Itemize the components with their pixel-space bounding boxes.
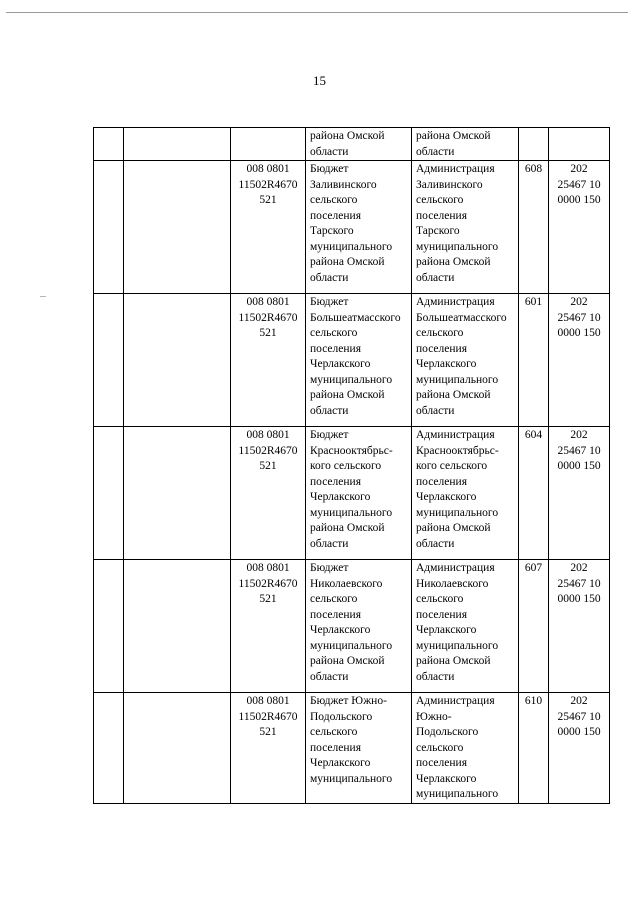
admin-text: Администрация Николаевского сельского поселения Черлакского муниципального района Омской области [416,562,499,683]
table-cell-admin [412,560,519,693]
table-cell-admin [412,294,519,427]
code-text: 008 0801 11502R4670 521 [238,429,298,472]
table-cell-admin [412,128,519,161]
table-cell-kbk [549,128,610,161]
admin-code-text: 604 [524,429,543,441]
table-cell-code [231,128,306,161]
table-row [94,294,610,427]
table-cell-admin-code [519,560,549,693]
table-cell-empty-a [94,128,124,161]
table-cell-code [231,427,306,560]
table-row [94,427,610,560]
table-cell-budget [306,294,412,427]
table-cell-kbk [549,427,610,560]
table-cell-kbk [549,693,610,804]
table-row [94,161,610,294]
code-text: 008 0801 11502R4670 521 [238,163,298,206]
allocation-table [93,127,610,804]
table-row [94,693,610,804]
kbk-text: 202 25467 10 0000 150 [557,296,601,339]
table-cell-empty-a [94,161,124,294]
top-scan-rule [6,12,628,13]
table-cell-admin [412,427,519,560]
admin-text: Администрация Краснооктябрьс- кого сельского поселения Черлакского муниципального района Омской области [416,429,499,550]
table-cell-empty-a [94,294,124,427]
table-cell-admin-code [519,128,549,161]
admin-text: района Омской области [416,130,491,158]
table-cell-budget [306,560,412,693]
budget-text: района Омской области [310,130,385,158]
admin-text: Администрация Большеатмасского сельского поселения Черлакского муниципального района Омской области [416,296,507,417]
kbk-text: 202 25467 10 0000 150 [557,695,601,738]
table-cell-empty-b [124,294,231,427]
admin-text: Администрация Южно- Подольского сельского поселения Черлакского муниципального [416,695,499,800]
table-cell-empty-a [94,560,124,693]
table-cell-empty-b [124,161,231,294]
table-cell-admin-code [519,693,549,804]
table-cell-budget [306,128,412,161]
table-cell-budget [306,161,412,294]
table-cell-empty-b [124,427,231,560]
table-cell-kbk [549,161,610,294]
table-cell-admin-code [519,294,549,427]
table-cell-admin-code [519,427,549,560]
budget-text: Бюджет Большеатмасского сельского поселения Черлакского муниципального района Омской области [310,296,401,417]
budget-text: Бюджет Заливинского сельского поселения Тарского муниципального района Омской области [310,163,393,284]
code-text: 008 0801 11502R4670 521 [238,296,298,339]
budget-text: Бюджет Краснооктябрьс- кого сельского поселения Черлакского муниципального района Омской области [310,429,393,550]
page-number: 15 [313,73,326,88]
kbk-text: 202 25467 10 0000 150 [557,163,601,206]
code-text: 008 0801 11502R4670 521 [238,695,298,738]
table-cell-empty-b [124,560,231,693]
budget-text: Бюджет Николаевского сельского поселения Черлакского муниципального района Омской области [310,562,393,683]
kbk-text: 202 25467 10 0000 150 [557,429,601,472]
table-row [94,128,610,161]
table-cell-empty-a [94,427,124,560]
table-cell-empty-b [124,128,231,161]
table-cell-empty-b [124,693,231,804]
admin-code-text: 608 [524,163,543,175]
table-cell-empty-a [94,693,124,804]
table-cell-code [231,560,306,693]
admin-code-text: 607 [524,562,543,574]
table-row [94,560,610,693]
scan-mark [40,296,46,297]
table-cell-kbk [549,560,610,693]
table-cell-admin [412,161,519,294]
table-cell-budget [306,427,412,560]
table-cell-admin-code [519,161,549,294]
admin-text: Администрация Заливинского сельского поселения Тарского муниципального района Омской области [416,163,499,284]
admin-code-text: 610 [524,695,543,707]
table-cell-code [231,294,306,427]
kbk-text: 202 25467 10 0000 150 [557,562,601,605]
table-cell-budget [306,693,412,804]
table-cell-kbk [549,294,610,427]
table-cell-code [231,161,306,294]
table-cell-code [231,693,306,804]
budget-text: Бюджет Южно- Подольского сельского поселения Черлакского муниципального [310,695,393,785]
admin-code-text: 601 [524,296,543,308]
table-cell-admin [412,693,519,804]
code-text: 008 0801 11502R4670 521 [238,562,298,605]
